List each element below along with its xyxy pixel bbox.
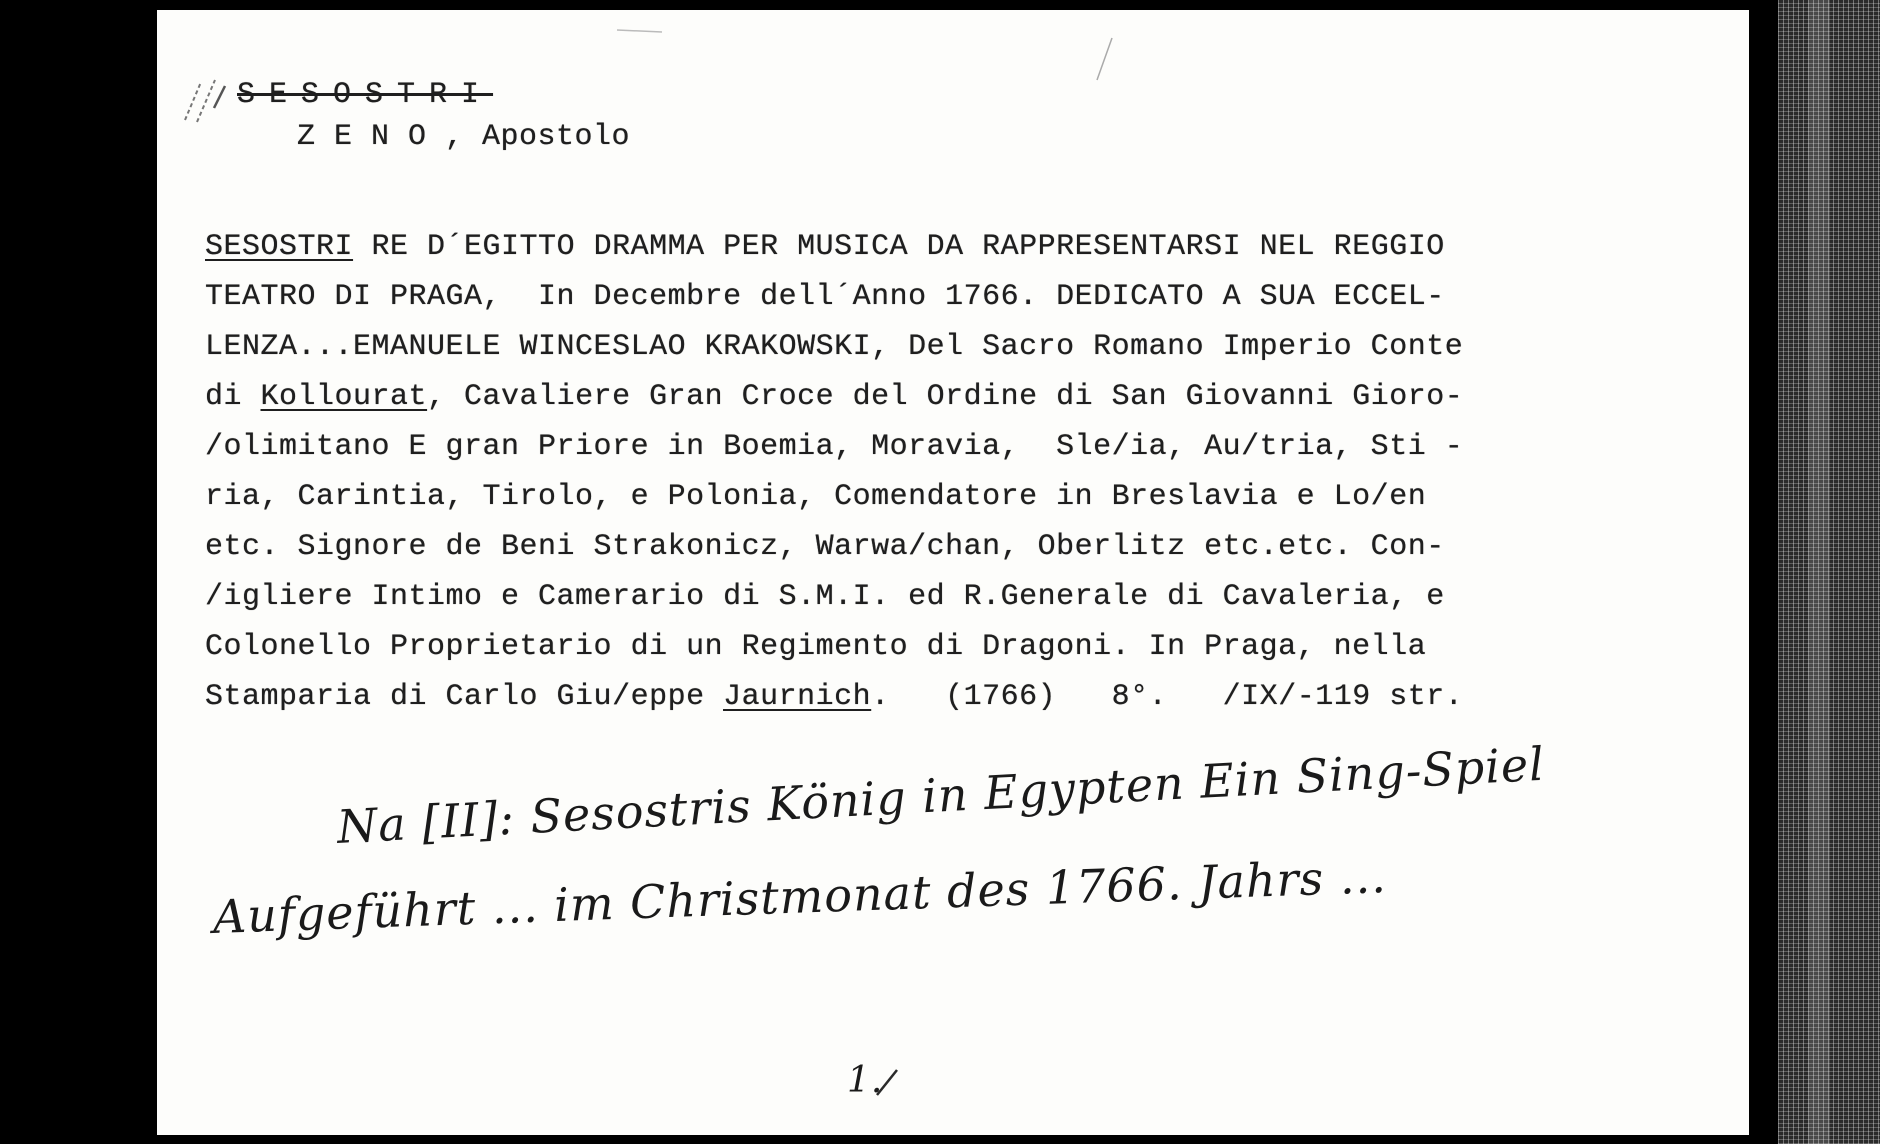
description-line-4 (205, 382, 1463, 412)
description-line-9: Colonello Proprietario di un Regimento di Dragoni. In Praga, nella (205, 630, 1427, 664)
line-text: Stamparia di Carlo Giu/eppe (205, 680, 724, 714)
line-text: RE D´EGITTO DRAMMA PER MUSICA DA RAPPRESENTARSI NEL REGGIO (353, 230, 1445, 264)
pencil-tick-mark (214, 86, 225, 108)
pencil-stroke-mark (185, 80, 215, 122)
description-line-7: etc. Signore de Beni Strakonicz, Warwa/chan, Oberlitz etc.etc. Con- (205, 530, 1445, 564)
author-heading: Z E N O , Apostolo (297, 120, 631, 154)
catalog-card (157, 10, 1749, 1135)
description-line-1 (205, 232, 1445, 262)
line-text: , Cavaliere Gran Croce del Ordine di San Giovanni Gioro- (427, 380, 1464, 414)
handwritten-note-line-2: Aufgeführt ... im Christmonat des 1766. Jahrs ... (212, 849, 1388, 944)
pencil-marks (157, 10, 1749, 1135)
description-line-10 (205, 682, 1463, 712)
name-underlined: Kollourat (260, 380, 428, 414)
film-edge-strip (1778, 0, 1880, 1144)
description-line-8: /igliere Intimo e Camerario di S.M.I. ed R.Generale di Cavaleria, e (205, 580, 1445, 614)
page-number: 1. (847, 1060, 884, 1101)
description-line-6: ria, Carintia, Tirolo, e Polonia, Comendatore in Breslavia e Lo/en (205, 480, 1427, 514)
handwritten-note-line-1: Na [II]: Sesostris König in Egypten Ein Sing-Spiel (335, 736, 1547, 854)
line-text: . (1766) 8°. /IX/-119 str. (871, 680, 1464, 714)
description-line-2: TEATRO DI PRAGA, In Decembre dell´Anno 1766. DEDICATO A SUA ECCEL- (205, 280, 1445, 314)
pencil-faint-mark (1097, 38, 1112, 80)
line-text: di (205, 380, 261, 414)
pencil-faint-mark (617, 30, 662, 32)
printer-underlined: Jaurnich (723, 680, 872, 714)
description-line-3: LENZA...EMANUELE WINCESLAO KRAKOWSKI, Del Sacro Romano Imperio Conte (205, 330, 1464, 364)
title-underlined: SESOSTRI (205, 230, 354, 264)
cancelled-title: SESOSTRI (237, 78, 494, 112)
description-line-5: /olimitano E gran Priore in Boemia, Moravia, Sle/ia, Au/tria, Sti - (205, 430, 1464, 464)
